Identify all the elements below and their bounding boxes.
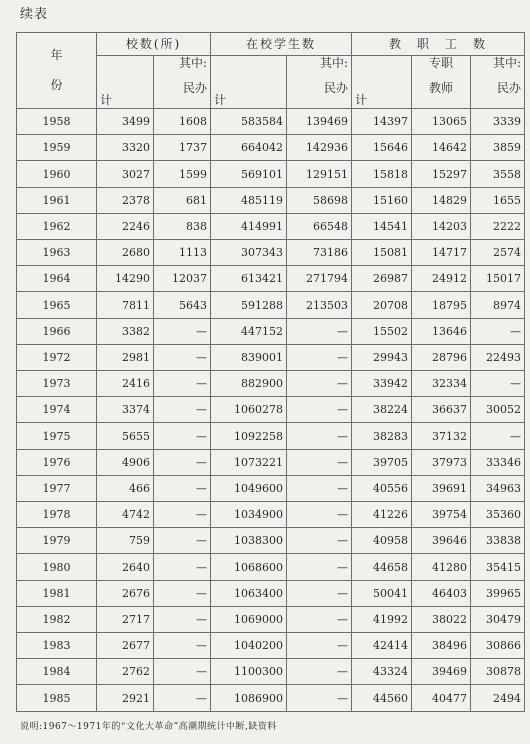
staff-fulltime-cell: 41280: [412, 554, 471, 580]
staff-total-cell: 40556: [352, 475, 412, 501]
students-total-cell: 839001: [211, 344, 287, 370]
students-total-cell: 1034900: [211, 502, 287, 528]
students-private-cell: 73186: [287, 240, 352, 266]
schools-total-header: 计: [97, 56, 154, 109]
staff-private-header-line1: 其中:: [492, 56, 522, 70]
students-total-cell: 1040200: [211, 633, 287, 659]
staff-total-cell: 20708: [352, 292, 412, 318]
year-cell: 1983: [17, 633, 97, 659]
table-row: [17, 449, 525, 475]
schools-private-cell: —: [154, 318, 211, 344]
year-cell: 1981: [17, 580, 97, 606]
year-header-line1: 年: [50, 48, 63, 62]
students-total-cell: 613421: [211, 266, 287, 292]
students-total-cell: 447152: [211, 318, 287, 344]
table-row: [17, 292, 525, 318]
staff-private-cell: 3558: [471, 161, 525, 187]
staff-private-cell: 35415: [471, 554, 525, 580]
staff-total-cell: 40958: [352, 528, 412, 554]
staff-private-cell: 8974: [471, 292, 525, 318]
year-cell: 1965: [17, 292, 97, 318]
table-row: [17, 606, 525, 632]
schools-private-cell: —: [154, 449, 211, 475]
students-private-cell: —: [287, 502, 352, 528]
staff-total-cell: 44658: [352, 554, 412, 580]
staff-total-cell: 15818: [352, 161, 412, 187]
schools-total-cell: 4742: [97, 502, 154, 528]
schools-total-cell: 2676: [97, 580, 154, 606]
schools-total-cell: 3374: [97, 397, 154, 423]
staff-total-cell: 14541: [352, 213, 412, 239]
students-private-cell: 58698: [287, 187, 352, 213]
staff-private-cell: 30878: [471, 659, 525, 685]
table-row: [17, 397, 525, 423]
students-total-cell: 1049600: [211, 475, 287, 501]
staff-private-cell: 33346: [471, 449, 525, 475]
table-row: [17, 109, 525, 135]
schools-private-cell: —: [154, 633, 211, 659]
year-cell: 1980: [17, 554, 97, 580]
year-cell: 1962: [17, 213, 97, 239]
table-row: [17, 371, 525, 397]
year-cell: 1966: [17, 318, 97, 344]
staff-fulltime-cell: 15297: [412, 161, 471, 187]
staff-fulltime-header-line1: 专职: [429, 56, 454, 70]
staff-fulltime-cell: 14642: [412, 135, 471, 161]
students-private-cell: —: [287, 371, 352, 397]
students-group-header: 在校学生数: [211, 33, 352, 56]
schools-total-cell: 466: [97, 475, 154, 501]
schools-total-cell: 5655: [97, 423, 154, 449]
table-row: [17, 161, 525, 187]
students-private-cell: —: [287, 554, 352, 580]
students-total-cell: 664042: [211, 135, 287, 161]
schools-total-cell: 3027: [97, 161, 154, 187]
schools-total-cell: 3382: [97, 318, 154, 344]
staff-private-header: [471, 56, 525, 109]
students-private-cell: —: [287, 606, 352, 632]
staff-private-cell: 34963: [471, 475, 525, 501]
staff-fulltime-cell: 39646: [412, 528, 471, 554]
students-private-cell: 139469: [287, 109, 352, 135]
students-private-cell: —: [287, 633, 352, 659]
schools-total-cell: 2981: [97, 344, 154, 370]
students-total-cell: 1100300: [211, 659, 287, 685]
staff-fulltime-cell: 24912: [412, 266, 471, 292]
students-private-cell: 213503: [287, 292, 352, 318]
schools-private-cell: —: [154, 685, 211, 712]
year-header-line2: 份: [50, 78, 63, 92]
staff-total-header: 计: [352, 56, 412, 109]
schools-private-header-line2: 民办: [182, 81, 207, 95]
year-cell: 1961: [17, 187, 97, 213]
students-total-cell: 307343: [211, 240, 287, 266]
table-row: [17, 423, 525, 449]
staff-fulltime-cell: 13065: [412, 109, 471, 135]
staff-private-cell: 1655: [471, 187, 525, 213]
students-total-cell: 1092258: [211, 423, 287, 449]
schools-total-cell: 7811: [97, 292, 154, 318]
students-total-cell: 1073221: [211, 449, 287, 475]
schools-private-header-line1: 其中:: [178, 56, 207, 70]
staff-total-cell: 15646: [352, 135, 412, 161]
staff-total-cell: 38283: [352, 423, 412, 449]
students-total-header: 计: [211, 56, 287, 109]
schools-private-cell: —: [154, 475, 211, 501]
students-private-cell: —: [287, 685, 352, 712]
staff-total-cell: 43324: [352, 659, 412, 685]
schools-total-cell: 759: [97, 528, 154, 554]
students-total-cell: 414991: [211, 213, 287, 239]
schools-total-cell: 2921: [97, 685, 154, 712]
students-total-cell: 591288: [211, 292, 287, 318]
students-private-header-line2: 民办: [324, 81, 349, 95]
year-cell: 1985: [17, 685, 97, 712]
staff-total-cell: 33942: [352, 371, 412, 397]
schools-private-cell: —: [154, 528, 211, 554]
statistics-table: [16, 32, 525, 712]
year-cell: 1958: [17, 109, 97, 135]
students-total-cell: 1063400: [211, 580, 287, 606]
staff-total-cell: 42414: [352, 633, 412, 659]
table-row: [17, 213, 525, 239]
schools-total-cell: 3499: [97, 109, 154, 135]
staff-private-cell: —: [471, 423, 525, 449]
schools-total-cell: 2717: [97, 606, 154, 632]
year-cell: 1963: [17, 240, 97, 266]
year-cell: 1975: [17, 423, 97, 449]
schools-total-cell: 14290: [97, 266, 154, 292]
staff-private-cell: 2574: [471, 240, 525, 266]
schools-private-cell: —: [154, 371, 211, 397]
staff-private-header-line2: 民办: [497, 81, 522, 95]
staff-private-cell: 33838: [471, 528, 525, 554]
year-cell: 1977: [17, 475, 97, 501]
staff-private-cell: 3339: [471, 109, 525, 135]
staff-private-cell: 2494: [471, 685, 525, 712]
staff-private-cell: 30052: [471, 397, 525, 423]
staff-total-cell: 15081: [352, 240, 412, 266]
staff-fulltime-cell: 37973: [412, 449, 471, 475]
schools-private-cell: —: [154, 502, 211, 528]
table-row: [17, 475, 525, 501]
table-row: [17, 528, 525, 554]
staff-total-cell: 38224: [352, 397, 412, 423]
schools-private-cell: 1608: [154, 109, 211, 135]
table-row: [17, 318, 525, 344]
staff-fulltime-header-line2: 教师: [429, 81, 454, 95]
schools-private-cell: —: [154, 397, 211, 423]
staff-private-cell: —: [471, 371, 525, 397]
students-private-cell: —: [287, 423, 352, 449]
staff-private-cell: 15017: [471, 266, 525, 292]
table-row: [17, 240, 525, 266]
staff-private-cell: 22493: [471, 344, 525, 370]
staff-fulltime-cell: 38496: [412, 633, 471, 659]
students-private-cell: 129151: [287, 161, 352, 187]
staff-fulltime-cell: 39691: [412, 475, 471, 501]
students-private-cell: —: [287, 449, 352, 475]
students-private-cell: 142936: [287, 135, 352, 161]
staff-private-cell: 39965: [471, 580, 525, 606]
year-cell: 1960: [17, 161, 97, 187]
schools-private-cell: 838: [154, 213, 211, 239]
schools-private-cell: —: [154, 344, 211, 370]
students-private-cell: 66548: [287, 213, 352, 239]
students-total-cell: 1069000: [211, 606, 287, 632]
year-cell: 1984: [17, 659, 97, 685]
schools-private-cell: —: [154, 423, 211, 449]
schools-total-cell: 2762: [97, 659, 154, 685]
staff-private-cell: 35360: [471, 502, 525, 528]
students-private-cell: —: [287, 344, 352, 370]
staff-fulltime-header: [412, 56, 471, 109]
schools-total-cell: 2677: [97, 633, 154, 659]
staff-fulltime-cell: 40477: [412, 685, 471, 712]
staff-total-cell: 15160: [352, 187, 412, 213]
schools-private-header: [154, 56, 211, 109]
schools-private-cell: —: [154, 659, 211, 685]
schools-private-cell: 12037: [154, 266, 211, 292]
table-row: [17, 685, 525, 712]
year-cell: 1974: [17, 397, 97, 423]
table-row: [17, 659, 525, 685]
schools-private-cell: —: [154, 554, 211, 580]
table-body: [17, 109, 525, 712]
staff-total-cell: 41992: [352, 606, 412, 632]
staff-private-cell: 2222: [471, 213, 525, 239]
staff-fulltime-cell: 37132: [412, 423, 471, 449]
students-private-header: [287, 56, 352, 109]
students-total-cell: 485119: [211, 187, 287, 213]
table-row: [17, 554, 525, 580]
staff-total-cell: 29943: [352, 344, 412, 370]
schools-private-cell: 5643: [154, 292, 211, 318]
year-cell: 1959: [17, 135, 97, 161]
students-total-cell: 569101: [211, 161, 287, 187]
students-total-cell: 1068600: [211, 554, 287, 580]
staff-total-cell: 15502: [352, 318, 412, 344]
year-cell: 1964: [17, 266, 97, 292]
table-row: [17, 187, 525, 213]
staff-private-cell: —: [471, 318, 525, 344]
schools-private-cell: —: [154, 580, 211, 606]
year-cell: 1973: [17, 371, 97, 397]
year-cell: 1972: [17, 344, 97, 370]
students-private-cell: —: [287, 659, 352, 685]
students-private-cell: —: [287, 397, 352, 423]
footnote: 说明:1967～1971年的“文化大革命”高潮期统计中断,缺资料: [20, 722, 277, 732]
staff-fulltime-cell: 32334: [412, 371, 471, 397]
staff-fulltime-cell: 46403: [412, 580, 471, 606]
students-total-cell: 1038300: [211, 528, 287, 554]
table-row: [17, 135, 525, 161]
year-cell: 1982: [17, 606, 97, 632]
schools-total-cell: 3320: [97, 135, 154, 161]
students-private-cell: —: [287, 475, 352, 501]
schools-private-cell: 681: [154, 187, 211, 213]
staff-fulltime-cell: 14717: [412, 240, 471, 266]
staff-private-cell: 30479: [471, 606, 525, 632]
staff-fulltime-cell: 14203: [412, 213, 471, 239]
schools-total-cell: 2680: [97, 240, 154, 266]
table-row: [17, 580, 525, 606]
year-cell: 1978: [17, 502, 97, 528]
staff-fulltime-cell: 18795: [412, 292, 471, 318]
staff-private-cell: 3859: [471, 135, 525, 161]
staff-total-cell: 26987: [352, 266, 412, 292]
students-total-cell: 882900: [211, 371, 287, 397]
table-row: [17, 344, 525, 370]
students-total-cell: 1086900: [211, 685, 287, 712]
students-private-cell: —: [287, 528, 352, 554]
schools-private-cell: 1599: [154, 161, 211, 187]
schools-total-cell: 2640: [97, 554, 154, 580]
students-total-cell: 1060278: [211, 397, 287, 423]
schools-group-header: 校数(所): [97, 33, 211, 56]
staff-total-cell: 50041: [352, 580, 412, 606]
staff-fulltime-cell: 36637: [412, 397, 471, 423]
schools-total-cell: 2416: [97, 371, 154, 397]
table-row: [17, 266, 525, 292]
students-private-cell: —: [287, 580, 352, 606]
staff-total-cell: 39705: [352, 449, 412, 475]
staff-fulltime-cell: 28796: [412, 344, 471, 370]
staff-fulltime-cell: 14829: [412, 187, 471, 213]
staff-fulltime-cell: 39754: [412, 502, 471, 528]
staff-private-cell: 30866: [471, 633, 525, 659]
staff-total-cell: 41226: [352, 502, 412, 528]
students-private-cell: 271794: [287, 266, 352, 292]
schools-total-cell: 2246: [97, 213, 154, 239]
table-row: [17, 502, 525, 528]
staff-fulltime-cell: 13646: [412, 318, 471, 344]
schools-private-cell: 1737: [154, 135, 211, 161]
schools-private-cell: 1113: [154, 240, 211, 266]
schools-total-cell: 4906: [97, 449, 154, 475]
year-cell: 1979: [17, 528, 97, 554]
schools-total-cell: 2378: [97, 187, 154, 213]
staff-fulltime-cell: 38022: [412, 606, 471, 632]
staff-fulltime-cell: 39469: [412, 659, 471, 685]
year-cell: 1976: [17, 449, 97, 475]
staff-total-cell: 14397: [352, 109, 412, 135]
staff-total-cell: 44560: [352, 685, 412, 712]
table-row: [17, 633, 525, 659]
students-private-header-line1: 其中:: [319, 56, 349, 70]
schools-private-cell: —: [154, 606, 211, 632]
students-total-cell: 583584: [211, 109, 287, 135]
year-column-header: [17, 33, 97, 109]
continued-table-label: 续表: [20, 7, 49, 22]
students-private-cell: —: [287, 318, 352, 344]
staff-group-header: 教 职 工 数: [352, 33, 525, 56]
